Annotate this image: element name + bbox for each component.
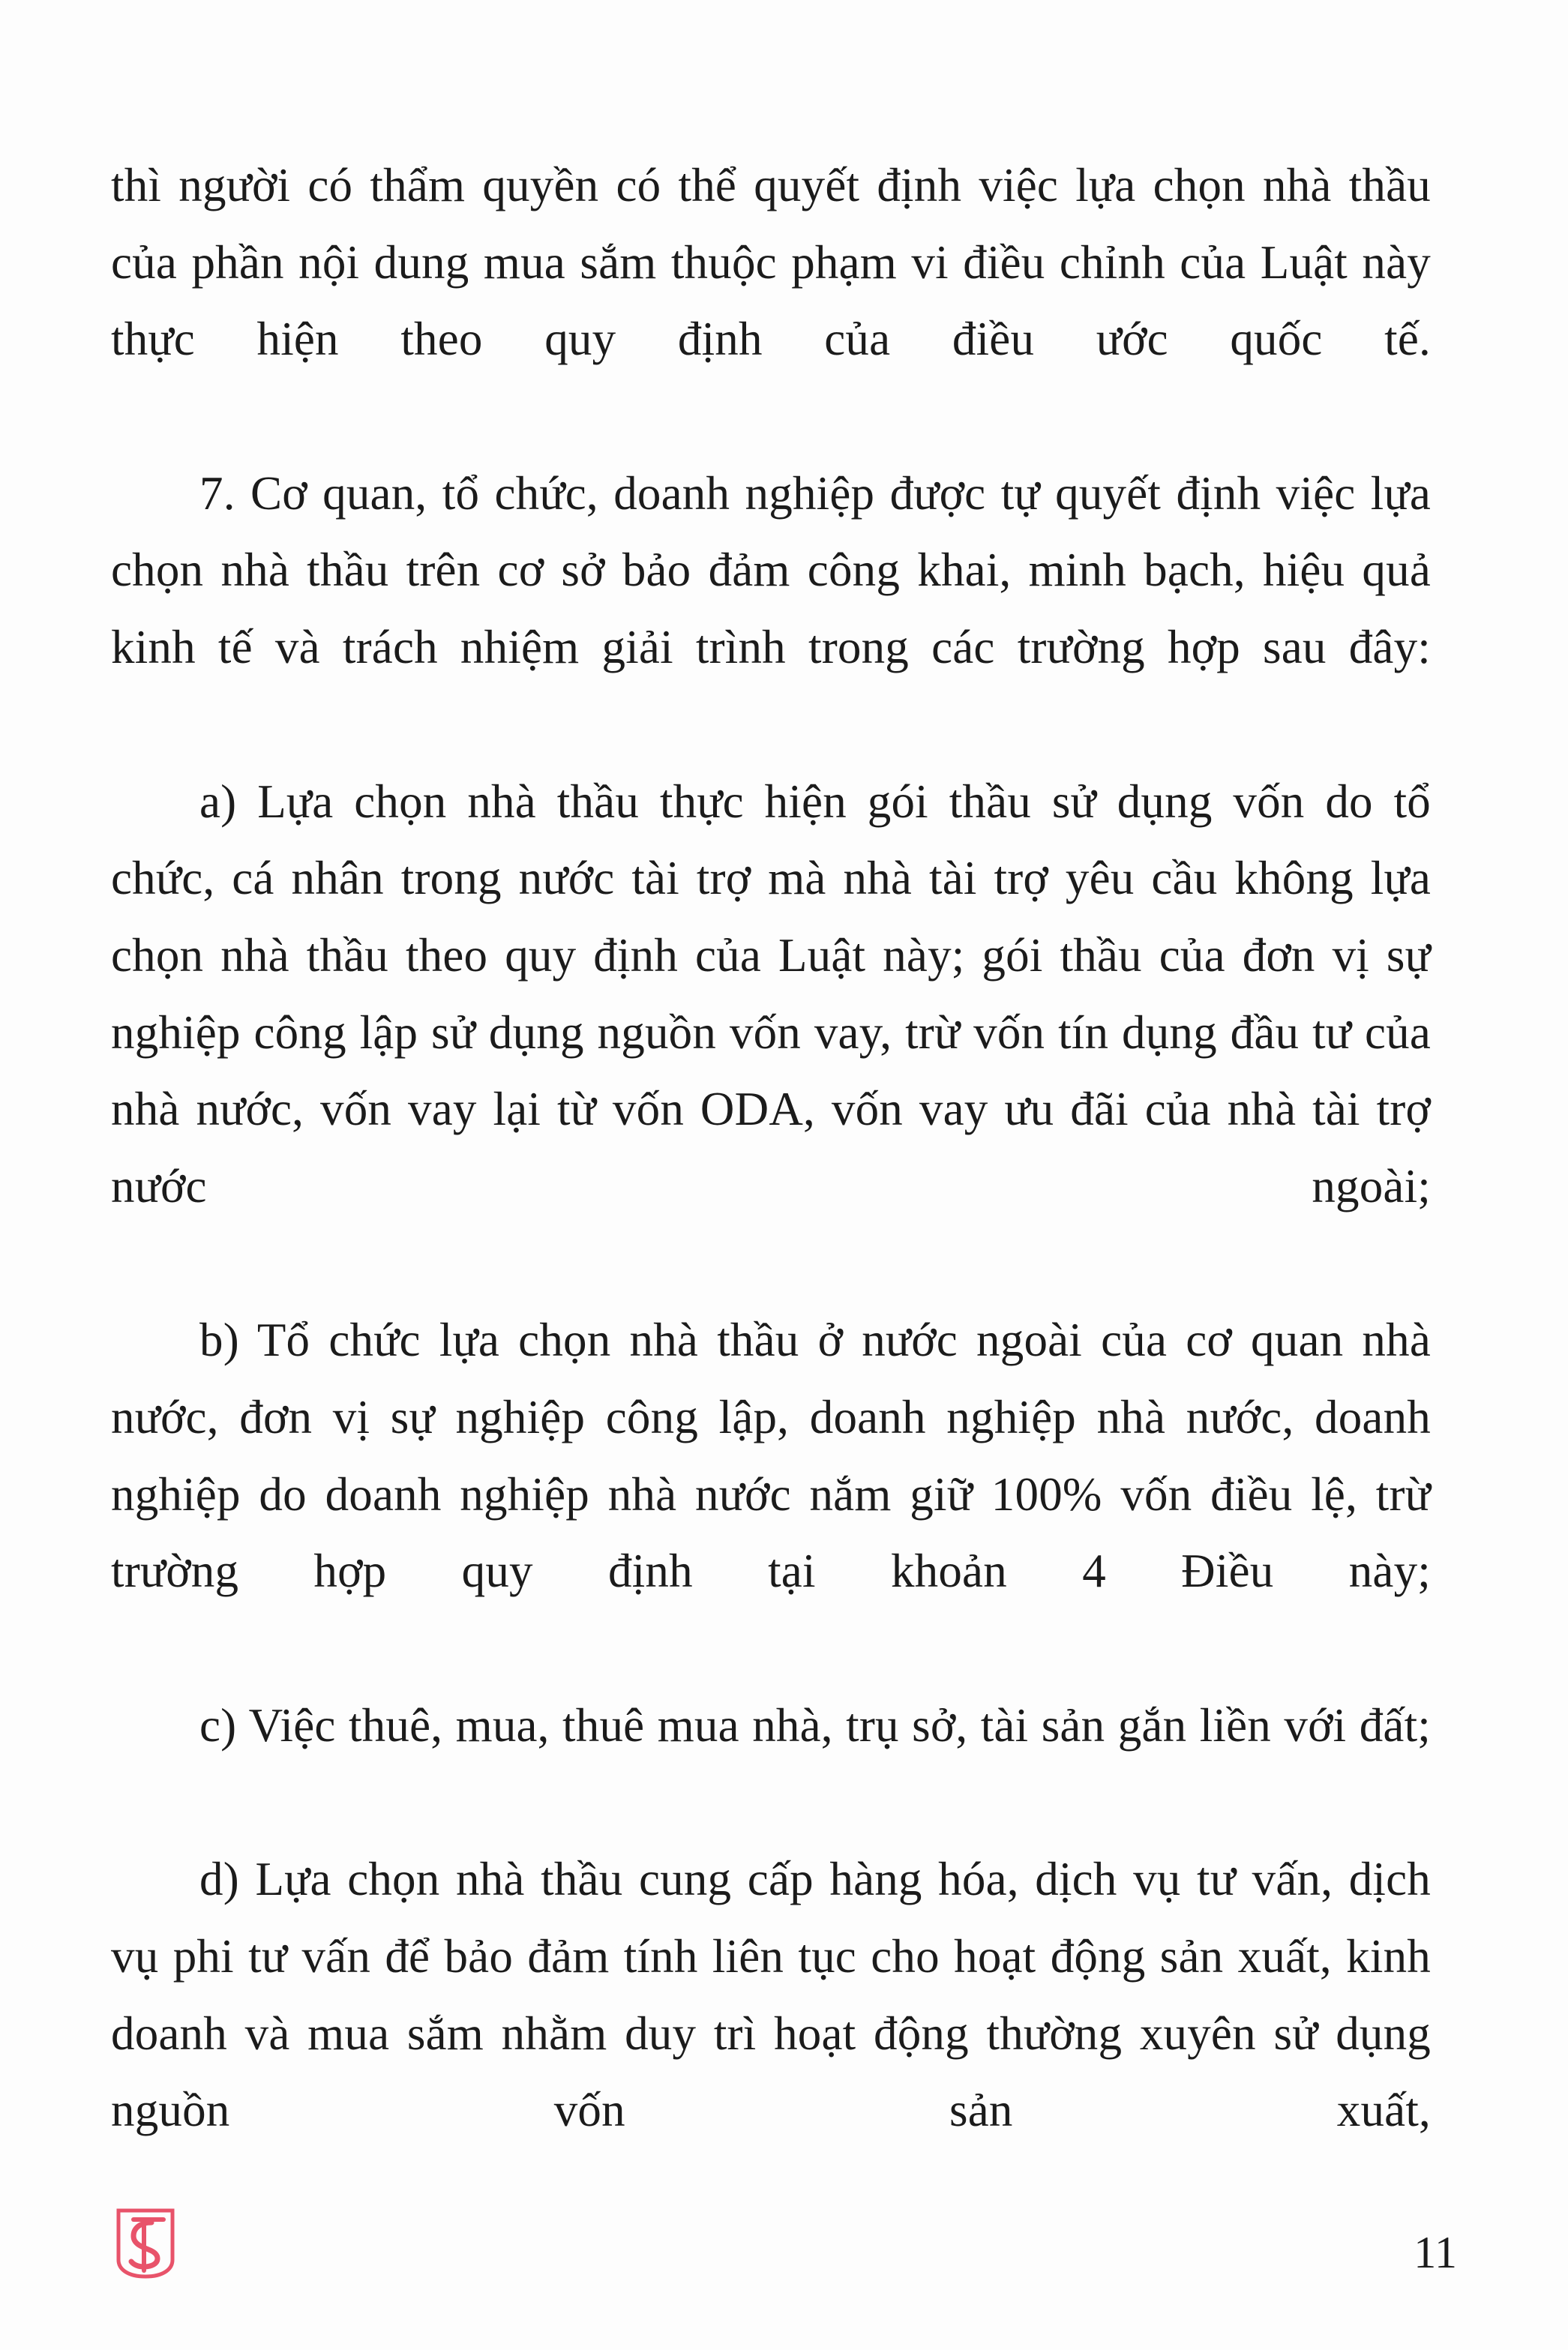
page-number: 11 [1414,2228,1457,2277]
page-footer [111,2208,1457,2280]
paragraph-point-a: a) Lựa chọn nhà thầu thực hiện gói thầu sử dụng vốn do tổ chức, cá nhân trong nước tài trợ mà nhà tài trợ yêu cầu không lựa chọn nhà thầu theo quy định của Luật này; gói thầu của đơn vị sự nghiệp công lập sử dụng nguồn vốn vay, trừ vốn tín dụng đầu tư của nhà nước, vốn vay lại từ vốn ODA, vốn vay ưu đãi của nhà tài trợ nước ngoài; [111,775,1431,1212]
paragraph-continuation: thì người có thẩm quyền có thể quyết định việc lựa chọn nhà thầu của phần nội dung mua sắm thuộc phạm vi điều chỉnh của Luật này thực hiện theo quy định của điều ước quốc tế. [111,159,1431,366]
paragraph-clause-7: 7. Cơ quan, tổ chức, doanh nghiệp được tự quyết định việc lựa chọn nhà thầu trên cơ sở bảo đảm công khai, minh bạch, hiệu quả kinh tế và trách nhiệm giải trình trong các trường hợp sau đây: [111,466,1431,674]
paragraph-point-d: d) Lựa chọn nhà thầu cung cấp hàng hóa, dịch vụ tư vấn, dịch vụ phi tư vấn để bảo đảm tính liên tục cho hoạt động sản xuất, kinh doanh và mua sắm nhằm duy trì hoạt động thường xuyên sử dụng nguồn vốn sản xuất, [111,1853,1431,2137]
publisher-logo-icon [111,2208,180,2280]
paragraph-point-c: c) Việc thuê, mua, thuê mua nhà, trụ sở, tài sản gắn liền với đất; [199,1698,1431,1752]
paragraph-point-b: b) Tổ chức lựa chọn nhà thầu ở nước ngoài của cơ quan nhà nước, đơn vị sự nghiệp công lập, doanh nghiệp nhà nước, doanh nghiệp do doanh nghiệp nhà nước nắm giữ 100% vốn điều lệ, trừ trường hợp quy định tại khoản 4 Điều này; [111,1314,1431,1598]
body-text-column [111,147,1431,2226]
